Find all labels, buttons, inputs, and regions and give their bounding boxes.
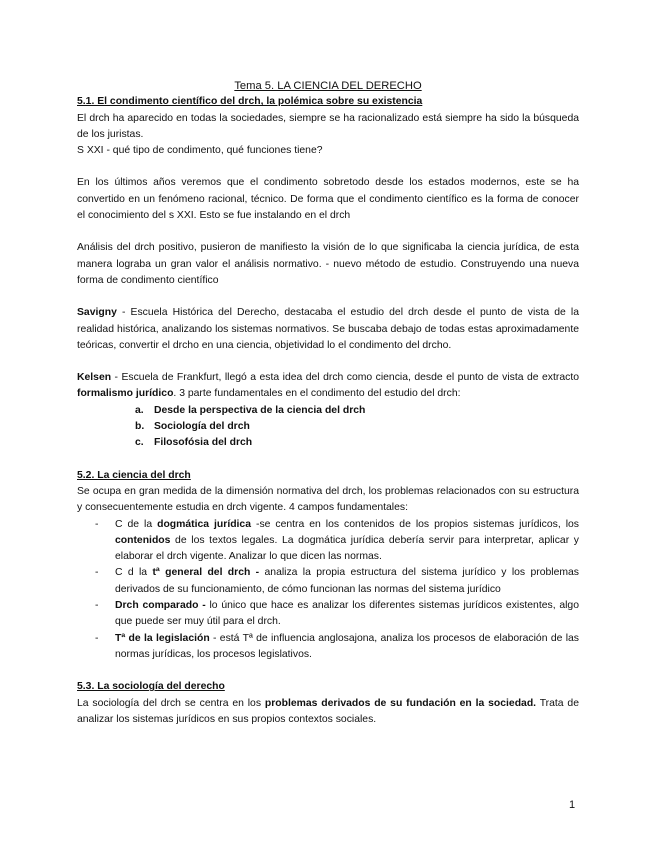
paragraph-text: La sociología del drch se centra en los	[77, 697, 265, 709]
list-item-text: Filosofósia del drch	[154, 437, 253, 449]
section-5-2-paragraph-1: Se ocupa en gran medida de la dimensión normativa del drch, los problemas relacionados con su estructura y consecuentemente estudia en drch vigente. 4 campos fundamentales:	[77, 485, 579, 514]
savigny-text: - Escuela Histórica del Derecho, destacaba el estudio del drch desde el punto de vista de la realidad histórica, analizando los sistemas normativos. Se buscaba debajo de todas estas aproximadamente teóricas, convertir el drcho en una ciencia, objetividad lo el condimento del drcho.	[77, 307, 579, 351]
list-item	[77, 598, 579, 631]
kelsen-paragraph	[77, 370, 579, 403]
item-bold-term: dogmática jurídica	[157, 518, 251, 530]
item-text: C de la	[115, 518, 158, 530]
list-item-text: Desde la perspectiva de la ciencia del drch	[154, 404, 366, 416]
document-page	[77, 78, 579, 728]
document-title: Tema 5. LA CIENCIA DEL DERECHO	[234, 80, 422, 92]
section-5-2-heading: 5.2. La ciencia del drch	[77, 469, 191, 481]
kelsen-text-2: . 3 parte fundamentales en el condimento del estudio del drch:	[173, 388, 461, 400]
section-5-3-heading: 5.3. La sociología del derecho	[77, 681, 225, 693]
item-text: lo único que hace es analizar los diferentes sistemas jurídicos existentes, algo que puede ser muy útil para el drch.	[115, 600, 579, 628]
savigny-name: Savigny	[77, 307, 117, 319]
kelsen-bold-term: formalismo jurídico	[77, 388, 174, 400]
section-5-1-paragraph-1: El drch ha aparecido en todas la sociedades, siempre se ha racionalizado está siempre ha sido la búsqueda de los juristas.	[77, 112, 579, 140]
item-bold-term: Tª de la legislación	[115, 632, 210, 644]
paragraph-text: Trata de analizar los sistemas jurídicos en sus propios contextos sociales.	[77, 697, 579, 725]
list-item	[77, 419, 579, 435]
list-item	[77, 565, 579, 598]
item-text: de los textos legales. La dogmática jurídica debería servir para interpretar, aplicar y elaborar el drch vigente. Analizar lo que dicen las normas.	[115, 534, 579, 563]
section-5-1-paragraph-3: En los últimos años veremos que el condimento sobretodo desde los estados modernos, este se ha convertido en un fenómeno racional, técnico. De forma que el condimento científico es la forma de conocer el conocimiento del s XXI. Esto se fue instalando en el drch	[77, 177, 579, 222]
section-5-1-heading: 5.1. El condimento científico del drch, la polémica sobre su existencia	[77, 96, 423, 108]
paragraph-bold-term: problemas derivados de su fundación en la sociedad.	[264, 697, 537, 709]
list-item	[77, 403, 579, 419]
savigny-paragraph	[77, 305, 579, 354]
list-item	[77, 517, 579, 566]
dash-marker: -	[95, 518, 99, 530]
list-marker: c.	[135, 437, 144, 449]
dash-marker: -	[95, 567, 99, 579]
dash-marker: -	[95, 632, 99, 644]
list-marker: a.	[135, 404, 144, 416]
section-5-2-list	[77, 517, 579, 664]
list-item	[77, 435, 579, 451]
list-item-text: Sociología del drch	[154, 421, 250, 433]
item-text: -se centra en los contenidos de los propios sistemas jurídicos, los	[251, 518, 579, 530]
item-text: - está Tª de influencia anglosajona, analiza los procesos de elaboración de las normas jurídicas, los procesos legislativos.	[115, 632, 579, 660]
item-bold-term: Drch comparado -	[115, 600, 206, 612]
item-text: C d la	[115, 567, 153, 579]
section-5-1-paragraph-2: S XXI - qué tipo de condimento, qué funciones tiene?	[77, 145, 323, 157]
list-item	[77, 631, 579, 664]
kelsen-list	[77, 403, 579, 452]
section-5-3-paragraph-1	[77, 696, 579, 729]
page-number: 1	[569, 799, 576, 811]
item-bold-term: contenidos	[115, 534, 171, 546]
item-text: analiza la propia estructura del sistema jurídico y los problemas derivados de su funcionamiento, de cómo funcionan las normas del sistema jurídico	[115, 567, 579, 595]
kelsen-text-1: - Escuela de Frankfurt, llegó a esta idea del drch como ciencia, desde el punto de vista de extracto	[111, 372, 579, 384]
item-bold-term: tª general del drch -	[152, 567, 260, 579]
section-5-1-paragraph-4: Análisis del drch positivo, pusieron de manifiesto la visión de lo que significaba la ciencia jurídica, de esta manera lograba un gran valor el análisis normativo. - nuevo método de estudio. Construyendo una nueva forma de condimento científico	[77, 242, 579, 286]
dash-marker: -	[95, 600, 99, 612]
list-marker: b.	[135, 421, 145, 433]
kelsen-name: Kelsen	[77, 372, 112, 384]
